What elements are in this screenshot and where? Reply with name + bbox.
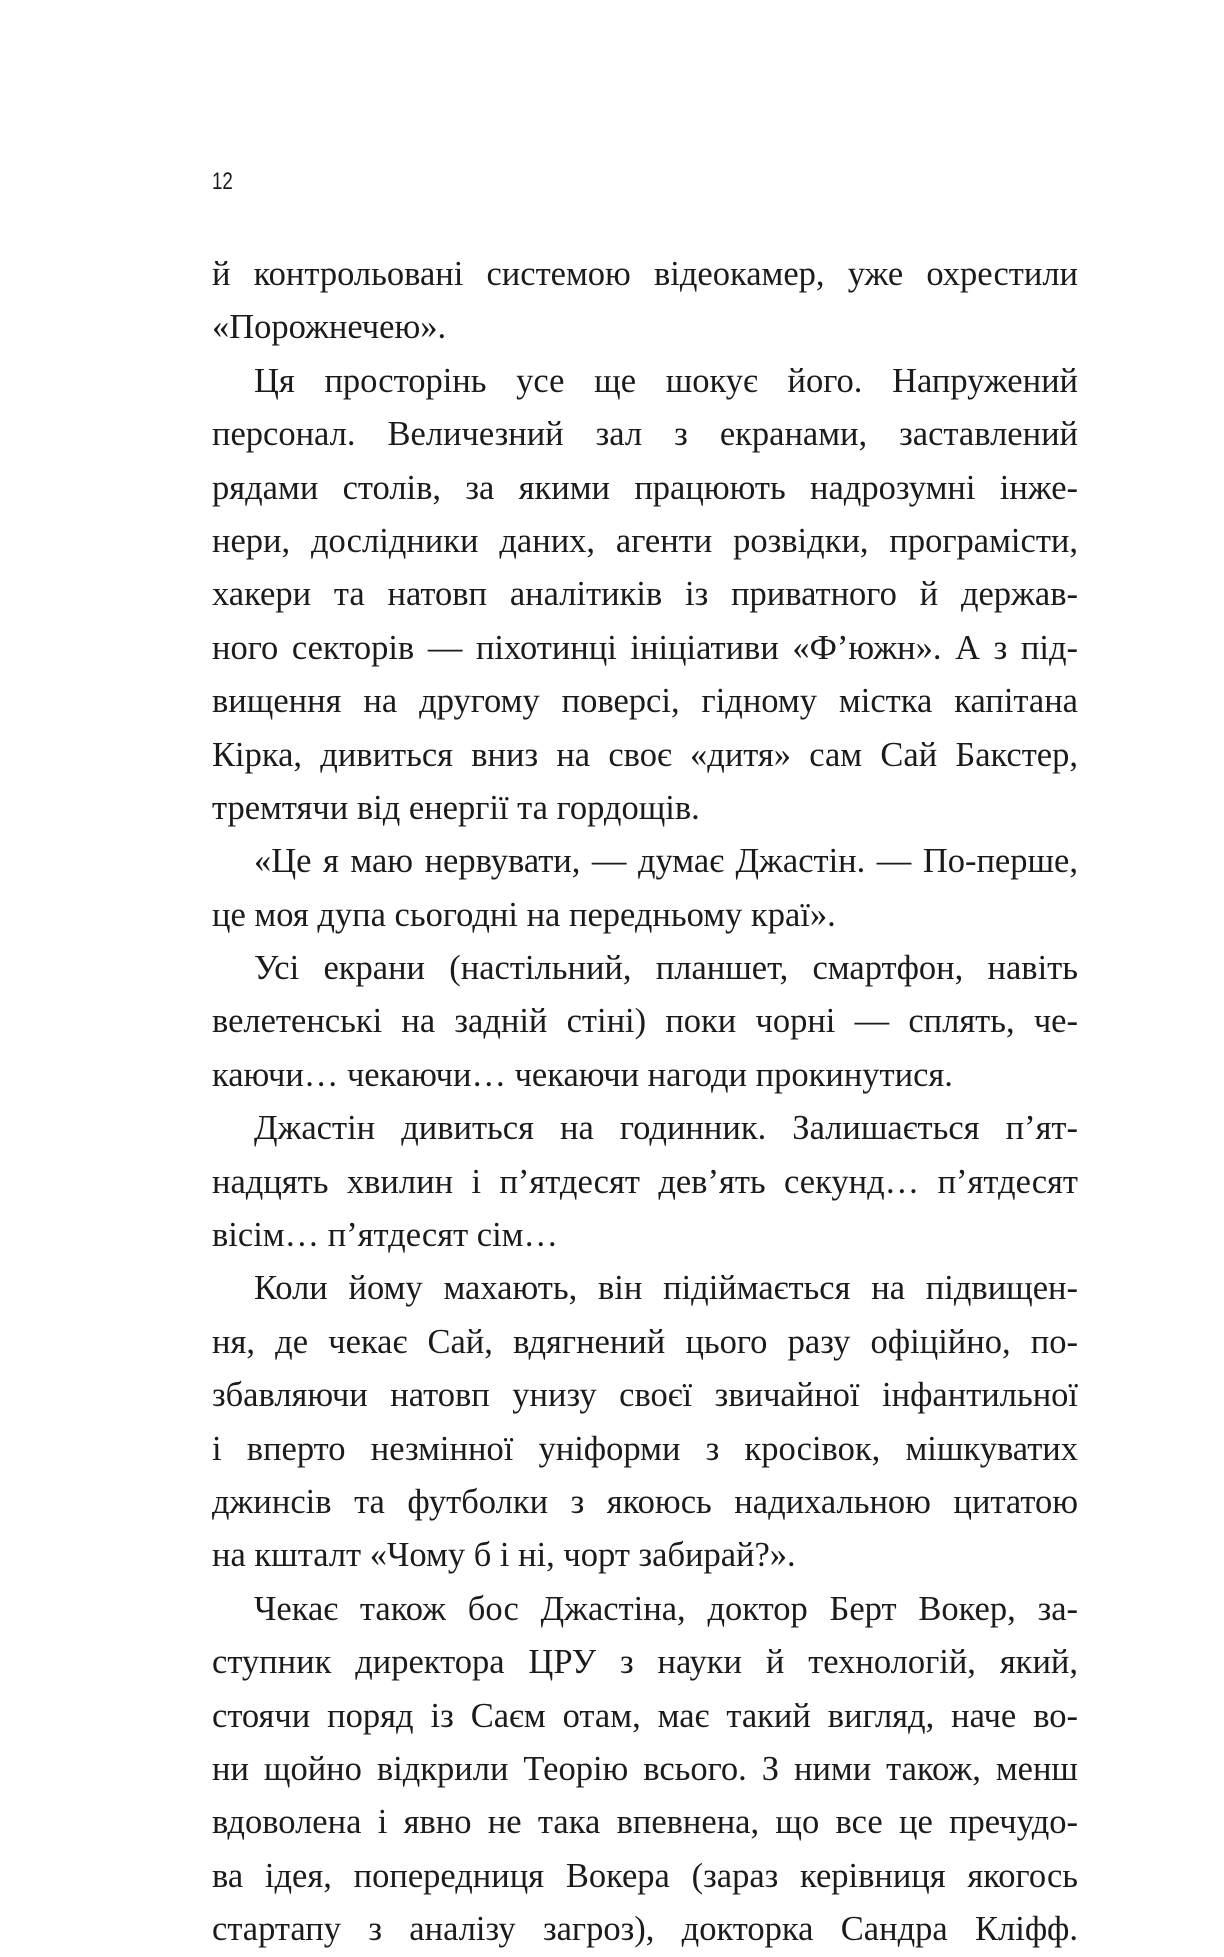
text-line: Коли йому махають, він підіймається на підвищен- bbox=[254, 1269, 1078, 1308]
text-line: джинсів та футболки з якоюсь надихальною цитатою bbox=[212, 1482, 1078, 1521]
text-line: збавляючи натовп унизу своєї звичайної інфантильної bbox=[212, 1376, 1078, 1415]
text-line: рядами столів, за якими працюють надрозумні інже- bbox=[212, 468, 1078, 507]
text-line: тремтячи від енергії та гордощів. bbox=[212, 788, 700, 827]
text-line: вдоволена і явно не така впевнена, що все це пречудо- bbox=[212, 1803, 1078, 1842]
text-line: стоячи поряд із Саєм отам, має такий вигляд, наче во- bbox=[212, 1696, 1078, 1735]
text-line: Усі екрани (настільний, планшет, смартфон, навіть bbox=[254, 949, 1078, 988]
text-line: стартапу з аналізу загроз), докторка Сандра Кліфф. bbox=[212, 1910, 1078, 1949]
text-line: Ця просторінь усе ще шокує його. Напружений bbox=[254, 361, 1078, 400]
text-line: й контрольовані системою відеокамер, уже охрестили bbox=[212, 255, 1078, 293]
text-line: це моя дупа сьогодні на передньому краї». bbox=[212, 895, 836, 934]
text-line: Чекає також бос Джастіна, доктор Берт Вокер, за- bbox=[254, 1589, 1078, 1628]
text-line: ня, де чекає Сай, вдягнений цього разу офіційно, по- bbox=[212, 1322, 1078, 1361]
text-line: «Порожнечею». bbox=[212, 308, 447, 347]
text-line: хакери та натовп аналітиків із приватного й держав- bbox=[212, 575, 1078, 614]
text-line: на кшталт «Чому б і ні, чорт забирай?». bbox=[212, 1536, 796, 1575]
text-line: вищення на другому поверсі, гідному містка капітана bbox=[212, 682, 1078, 721]
text-line: персонал. Величезний зал з екранами, заставлений bbox=[212, 415, 1078, 454]
text-line: велетенські на задній стіні) поки чорні — сплять, че- bbox=[212, 1002, 1078, 1041]
text-line: вісім… п’ятдесят сім… bbox=[212, 1216, 559, 1255]
text-line: «Це я маю нервувати, — думає Джастін. — По-перше, bbox=[254, 842, 1078, 881]
page-number: 12 bbox=[212, 168, 233, 195]
text-line: ни щойно відкрили Теорію всього. З ними також, менш bbox=[212, 1749, 1078, 1788]
text-line: надцять хвилин і п’ятдесят дев’ять секунд… п’ятдесят bbox=[212, 1162, 1078, 1201]
text-line: ва ідея, попередниця Вокера (зараз керівниця якогось bbox=[212, 1856, 1078, 1895]
text-line: Кірка, дивиться вниз на своє «дитя» сам Сай Бакстер, bbox=[212, 735, 1078, 774]
text-line: Джастін дивиться на годинник. Залишається п’ят- bbox=[254, 1109, 1078, 1148]
text-line: каючи… чекаючи… чекаючи нагоди прокинутися. bbox=[212, 1055, 953, 1094]
text-line: ступник директора ЦРУ з науки й технологій, який, bbox=[212, 1643, 1078, 1682]
text-line: і вперто незмінної уніформи з кросівок, мішкуватих bbox=[212, 1429, 1078, 1468]
text-line: нери, дослідники даних, агенти розвідки, програмісти, bbox=[212, 521, 1078, 560]
text-line: ного секторів — піхотинці ініціативи «Ф’южн». А з під- bbox=[212, 628, 1078, 667]
body-text bbox=[212, 248, 1078, 1957]
